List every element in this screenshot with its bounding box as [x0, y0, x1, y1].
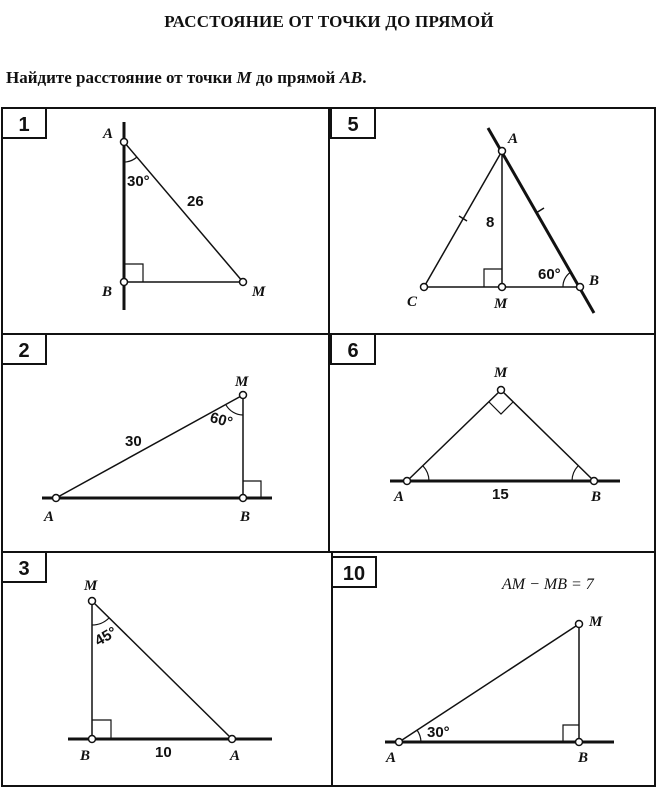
task-middle: до прямой	[251, 68, 340, 87]
panel-10	[332, 557, 614, 766]
task-line: AB	[339, 68, 363, 87]
side-value: 30	[125, 433, 142, 450]
point-a	[499, 148, 506, 155]
point-m	[240, 392, 247, 399]
panel-5	[331, 108, 599, 313]
segment-am	[124, 142, 243, 282]
segment-am	[407, 390, 501, 481]
angle-value: 60°	[538, 266, 561, 283]
angle-arc-b	[572, 466, 578, 481]
segment-mb	[501, 390, 594, 481]
panel-6	[331, 334, 620, 505]
side-value: 10	[155, 744, 172, 761]
panel-number: 1	[18, 114, 30, 136]
side-value: 26	[187, 193, 204, 210]
label-b: B	[578, 750, 589, 766]
page-title: РАССТОЯНИЕ ОТ ТОЧКИ ДО ПРЯМОЙ	[164, 12, 494, 31]
segment-ma	[92, 601, 232, 739]
segment-am	[399, 624, 579, 742]
panel-number: 6	[347, 340, 359, 362]
label-a: A	[230, 748, 241, 764]
panel-number: 2	[18, 340, 30, 362]
point-m	[240, 279, 247, 286]
angle-value: 45°	[91, 623, 120, 650]
angle-arc	[563, 272, 571, 287]
label-a: A	[508, 131, 519, 147]
task-point: M	[236, 68, 252, 87]
label-b: B	[591, 489, 602, 505]
task-prefix: Найдите расстояние от точки	[6, 68, 237, 87]
point-a	[121, 139, 128, 146]
task-suffix: .	[362, 68, 367, 87]
label-m: M	[84, 578, 98, 594]
point-a	[229, 736, 236, 743]
angle-arc	[417, 730, 421, 742]
label-b: B	[80, 748, 91, 764]
panel-number: 10	[342, 563, 366, 585]
point-m	[576, 621, 583, 628]
label-a: A	[44, 509, 55, 525]
point-a	[404, 478, 411, 485]
side-value: 15	[492, 486, 509, 503]
point-m	[499, 284, 506, 291]
label-a: A	[386, 750, 397, 766]
label-m: M	[235, 374, 249, 390]
angle-arc	[92, 618, 109, 625]
point-m	[498, 387, 505, 394]
label-b: B	[102, 284, 113, 300]
panel-3	[2, 552, 272, 764]
panel-2	[2, 334, 272, 525]
label-m: M	[252, 284, 266, 300]
point-b	[577, 284, 584, 291]
angle-arc-a	[423, 466, 429, 481]
angle-arc	[124, 157, 137, 162]
panel-1	[2, 108, 266, 310]
point-b	[576, 739, 583, 746]
point-a	[53, 495, 60, 502]
point-b	[240, 495, 247, 502]
point-b	[591, 478, 598, 485]
angle-value: 30°	[427, 724, 450, 741]
label-m: M	[494, 365, 508, 381]
point-a	[396, 739, 403, 746]
side-value: 8	[486, 214, 495, 231]
point-c	[421, 284, 428, 291]
label-c: C	[407, 294, 418, 310]
label-m: M	[494, 296, 508, 312]
condition-text: AM − MB = 7	[502, 576, 594, 593]
angle-value: 30°	[127, 173, 150, 190]
point-b	[89, 736, 96, 743]
grid-lines	[2, 108, 655, 786]
tick-mark-ab	[536, 208, 544, 213]
label-m: M	[589, 614, 603, 630]
right-angle-mark	[489, 402, 513, 414]
panel-number: 3	[18, 558, 30, 580]
point-b	[121, 279, 128, 286]
label-b: B	[589, 273, 600, 289]
point-m	[89, 598, 96, 605]
label-a: A	[394, 489, 405, 505]
angle-value: 60°	[208, 409, 235, 432]
label-a: A	[103, 126, 114, 142]
label-b: B	[240, 509, 251, 525]
panel-number: 5	[347, 114, 359, 136]
